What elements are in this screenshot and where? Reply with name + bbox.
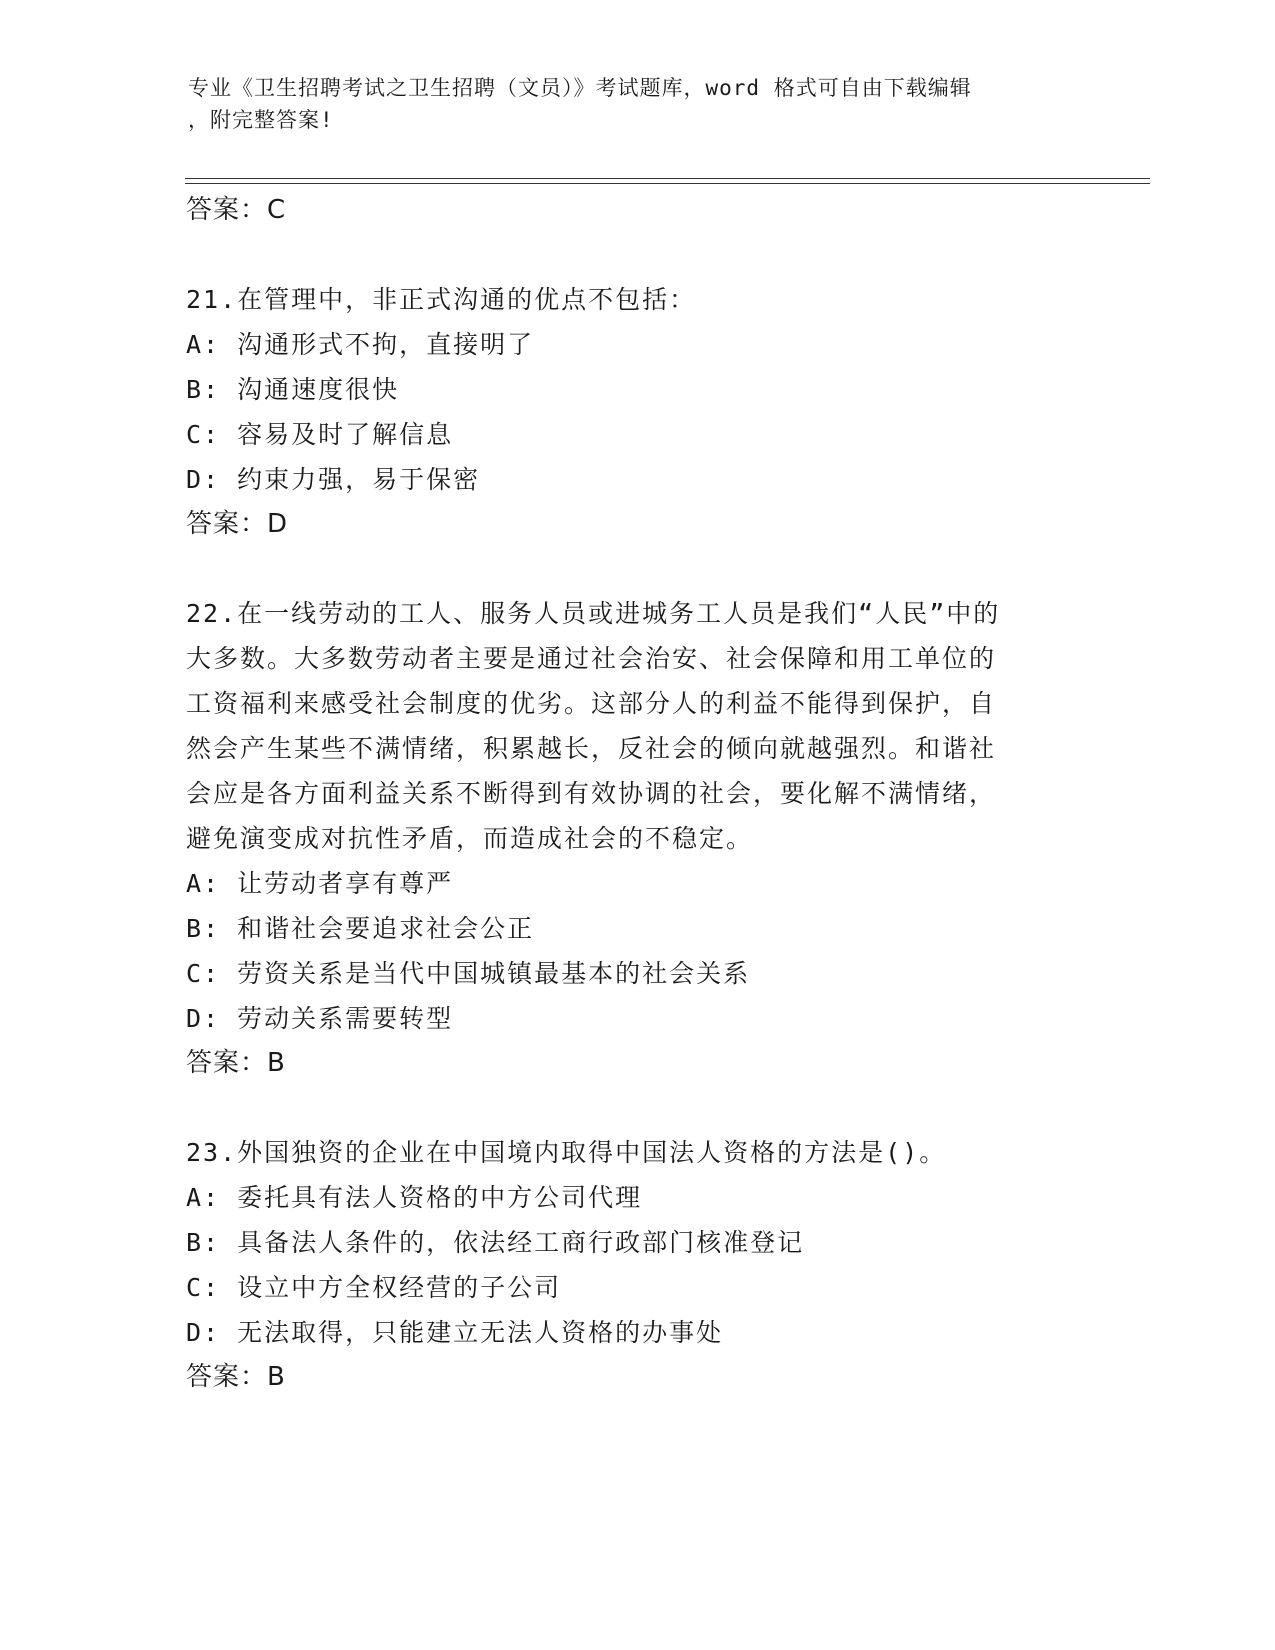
- option-a: A: 沟通形式不拘，直接明了: [186, 330, 535, 359]
- question-stem-line: 避免演变成对抗性矛盾，而造成社会的不稳定。: [186, 824, 754, 853]
- header-divider-bottom: [185, 183, 1150, 184]
- question-stem: 23.外国独资的企业在中国境内取得中国法人资格的方法是()。: [186, 1138, 947, 1167]
- option-a: A: 委托具有法人资格的中方公司代理: [186, 1183, 643, 1212]
- spacer: [186, 1086, 1086, 1130]
- answer: 答案：D: [186, 509, 289, 539]
- option-c: C: 设立中方全权经营的子公司: [186, 1273, 562, 1302]
- question-22: [186, 591, 1086, 1086]
- option-d: D: 约束力强，易于保密: [186, 465, 481, 494]
- option-b: B: 沟通速度很快: [186, 375, 400, 404]
- option-b: B: 具备法人条件的，依法经工商行政部门核准登记: [186, 1228, 805, 1257]
- document-header: [188, 72, 1068, 136]
- option-c: C: 容易及时了解信息: [186, 420, 454, 449]
- answer: 答案：B: [186, 1362, 286, 1392]
- question-stem: 21.在管理中，非正式沟通的优点不包括：: [186, 285, 697, 314]
- header-divider-top: [185, 178, 1150, 179]
- question-stem-line: 工资福利来感受社会制度的优劣。这部分人的利益不能得到保护，自: [186, 689, 997, 718]
- previous-answer: 答案：C: [186, 195, 287, 225]
- question-stem-line: 然会产生某些不满情绪，积累越长，反社会的倾向就越强烈。和谐社: [186, 734, 997, 763]
- option-a: A: 让劳动者享有尊严: [186, 869, 454, 898]
- option-d: D: 无法取得，只能建立无法人资格的办事处: [186, 1318, 724, 1347]
- spacer: [186, 233, 1086, 277]
- question-21: [186, 277, 1086, 547]
- question-content: [186, 188, 1086, 1400]
- header-line-2: ，附完整答案!: [188, 108, 334, 132]
- question-stem-line: 会应是各方面利益关系不断得到有效协调的社会，要化解不满情绪，: [186, 779, 997, 808]
- spacer: [186, 547, 1086, 591]
- question-23: [186, 1130, 1086, 1400]
- option-d: D: 劳动关系需要转型: [186, 1004, 454, 1033]
- option-b: B: 和谐社会要追求社会公正: [186, 914, 535, 943]
- question-stem-line: 大多数。大多数劳动者主要是通过社会治安、社会保障和用工单位的: [186, 644, 997, 673]
- header-line-1: 专业《卫生招聘考试之卫生招聘（文员）》考试题库，word 格式可自由下载编辑: [188, 76, 972, 100]
- question-stem-line: 22.在一线劳动的工人、服务人员或进城务工人员是我们“人民”中的: [186, 599, 1001, 628]
- answer: 答案：B: [186, 1048, 286, 1078]
- option-c: C: 劳资关系是当代中国城镇最基本的社会关系: [186, 959, 751, 988]
